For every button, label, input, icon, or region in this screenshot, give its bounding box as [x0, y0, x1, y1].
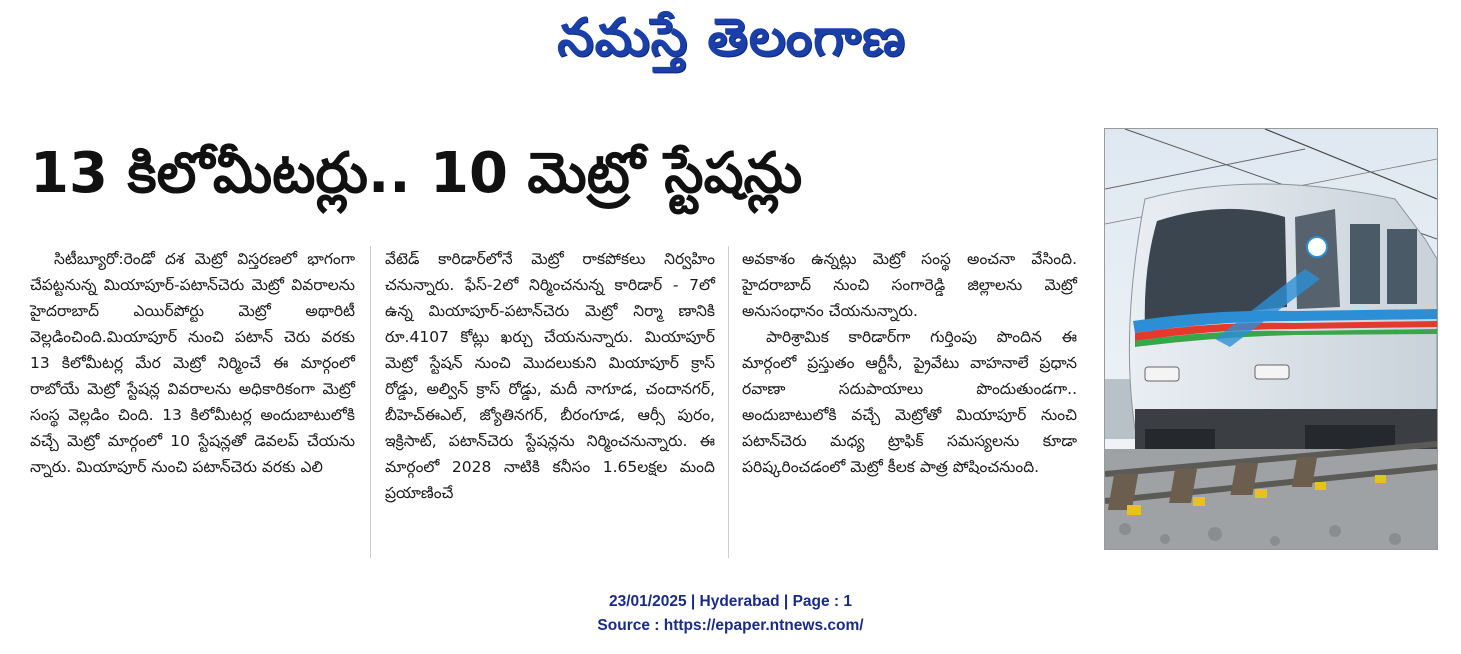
masthead — [0, 0, 1461, 96]
article-column-2 — [385, 246, 715, 506]
column-3-paragraph-2: పారిశ్రామిక కారిడార్‌గా గుర్తింపు పొందిన ఈ మార్గంలో ప్రస్తుతం ఆర్టీసీ, ప్రైవేటు వాహనాలే ప్రధాన రవాణా సదుపాయాలు పొందుతుండగా.. అందుబాటులోకి వచ్చే మెట్రోతో మియాపూర్ నుంచి పటాన్‌చెరు మధ్య ట్రాఫిక్ సమస్యలను కూడా పరిష్కరించడంలో మెట్రో కీలక పాత్ర పోషించనుంది. — [742, 328, 1077, 476]
newspaper-logo: నమస్తే తెలంగాణ — [557, 8, 906, 68]
article-column-1 — [30, 246, 355, 480]
footer — [0, 590, 1461, 638]
metro-train-illustration — [1105, 129, 1437, 549]
headline: 13 కిలోమీటర్లు.. 10 మెట్రో స్టేషన్లు — [30, 141, 803, 206]
column-2-paragraph-1: వేటెడ్ కారిడార్‌లోనే మెట్రో రాకపోకలు నిర్వహిం చనున్నారు. ఫేస్-2లో నిర్మించనున్న కారిడార్ - 7లో ఉన్న మియాపూర్-పటాన్‌చెరు మెట్రో నిర్మా ణానికి రూ.4107 కోట్లు ఖర్చు చేయనున్నారు. మియాపూర్ మెట్రో స్టేషన్ నుంచి మొదలుకుని మియాపూర్ క్రాస్ రోడ్డు, అల్విన్ క్రాస్ రోడ్డు, మదీ నాగూడ, చందానగర్, బీహెచ్‌ఈఎల్, జ్యోతినగర్, బీరంగూడ, ఆర్సీ పురం, ఇక్రిసాట్, పటాన్‌చెరు స్టేషన్లను నిర్మించనున్నారు. ఈ మార్గంలో 2028 నాటికి కనీసం 1.65లక్షల మంది ప్రయాణించే — [385, 250, 715, 502]
column-3-paragraph-1: అవకాశం ఉన్నట్లు మెట్రో సంస్థ అంచనా వేసింది. హైదరాబాద్ నుంచి సంగారెడ్డి జిల్లాలను మెట్రో అనుసంధానం చేయనున్నారు. — [742, 250, 1077, 320]
edition-info: 23/01/2025 | Hyderabad | Page : 1 — [608, 593, 853, 610]
column-divider — [728, 246, 729, 558]
column-1-paragraph-1: సిటీబ్యూరో:రెండో దశ మెట్రో విస్తరణలో భాగంగా చేపట్టనున్న మియాపూర్-పటాన్‌చెరు మెట్రో వివరాలను హైదరాబాద్ ఎయిర్‌పోర్టు మెట్రో అథారిటీ వెల్లడించింది.మియాపూర్ నుంచి పటాన్ చెరు వరకు 13 కిలోమీటర్ల మేర మెట్రో నిర్మించే ఈ మార్గంలో రాబోయే మెట్రో స్టేషన్ల వివరాలను అధికారికంగా మెట్రో సంస్థ వెల్లడిం చింది. 13 కిలోమీటర్ల అందుబాటులోకి వచ్చే మెట్రో మార్గంలో 10 స్టేషన్లతో డెవలప్ చేయను న్నారు. మియాపూర్ నుంచి పటాన్‌చెరు వరకు ఎలి — [30, 250, 355, 476]
article-column-3 — [742, 246, 1077, 480]
column-divider — [370, 246, 371, 558]
source-link[interactable]: Source : https://epaper.ntnews.com/ — [597, 617, 864, 634]
metro-train-photo — [1104, 128, 1438, 550]
